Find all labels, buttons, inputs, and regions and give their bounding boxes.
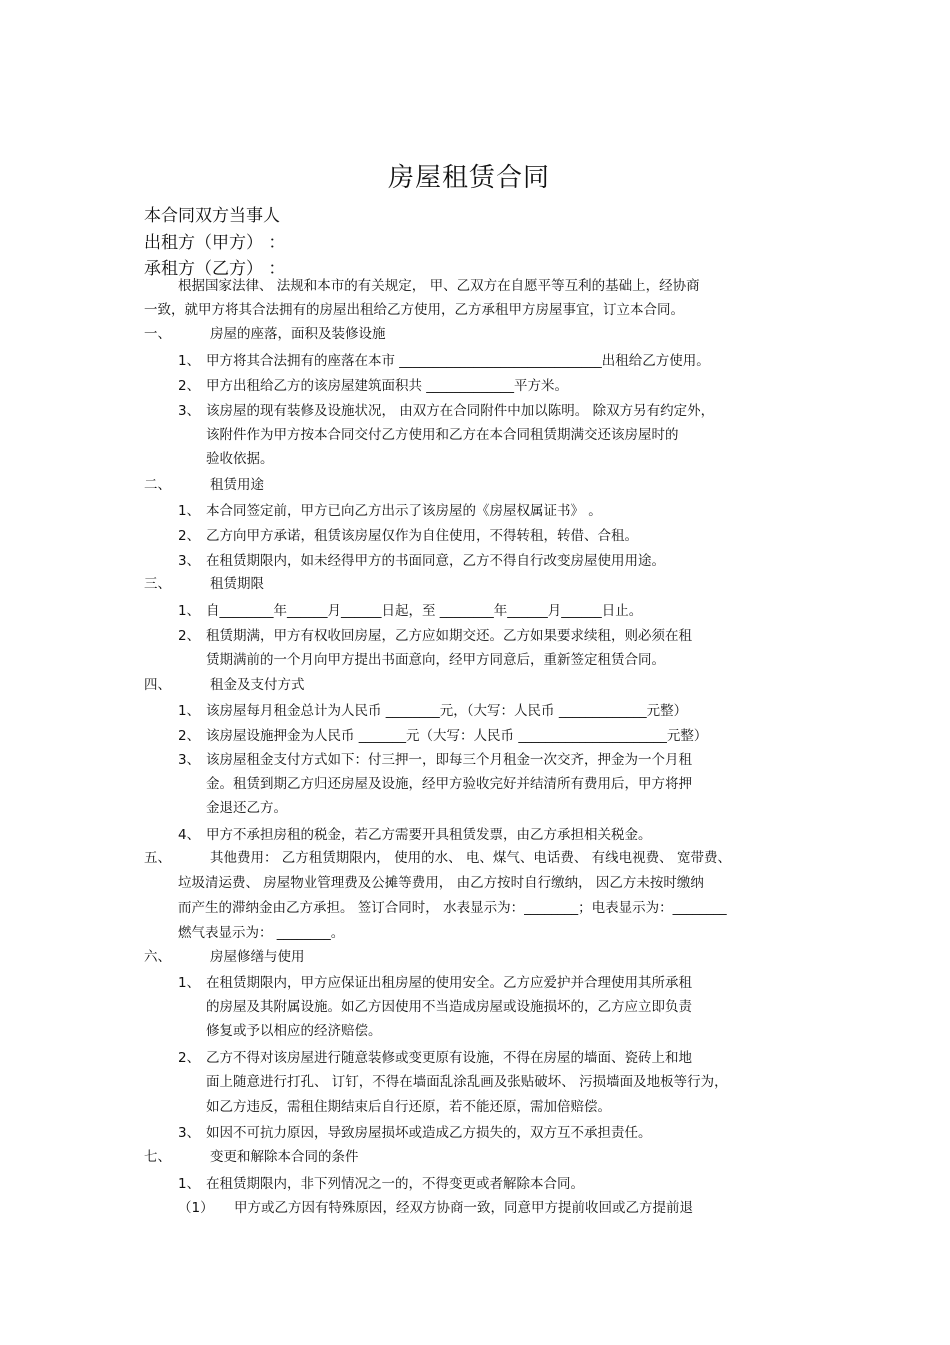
section-6-item-2-number: 2、 <box>178 1050 201 1066</box>
section-2-number: 二、 <box>144 477 171 493</box>
section-2-item-2-text: 乙方向甲方承诺，租赁该房屋仅作为自住使用，不得转租，转借、合租。 <box>206 528 638 544</box>
section-6-item-2-line-1: 乙方不得对该房屋进行随意装修或变更原有设施，不得在房屋的墙面、瓷砖上和地 <box>206 1050 692 1066</box>
section-4-item-3-line-2: 金。租赁到期乙方归还房屋及设施，经甲方验收完好并结清所有费用后，甲方将押 <box>206 776 692 792</box>
section-6-item-1-line-1: 在租赁期限内，甲方应保证出租房屋的使用安全。乙方应爱护并合理使用其所承租 <box>206 975 692 991</box>
section-2-item-3-text: 在租赁期限内，如未经得甲方的书面同意，乙方不得自行改变房屋使用用途。 <box>206 553 665 569</box>
section-4-item-1-text: 该房屋每月租金总计为人民币 ________元，（大写：人民币 _____________元整） <box>206 703 688 719</box>
section-6-item-1-line-2: 的房屋及其附属设施。如乙方因使用不当造成房屋或设施损坏的，乙方应立即负责 <box>206 999 692 1015</box>
section-7-item-1-number: 1、 <box>178 1176 201 1192</box>
section-6-item-1-number: 1、 <box>178 975 201 991</box>
section-5-title: 其他费用： 乙方租赁期限内， 使用的水、 电、煤气、电话费、 有线电视费、 宽带费、 <box>210 850 731 866</box>
section-4-item-4-number: 4、 <box>178 827 201 843</box>
section-5-line-2: 垃圾清运费、 房屋物业管理费及公摊等费用， 由乙方按时自行缴纳， 因乙方未按时缴纳 <box>178 875 704 891</box>
section-4-item-3-line-1: 该房屋租金支付方式如下：付三押一，即每三个月租金一次交齐，押金为一个月租 <box>206 752 692 768</box>
section-6-title: 房屋修缮与使用 <box>210 949 305 965</box>
section-2-item-2-number: 2、 <box>178 528 201 544</box>
section-6-item-2-line-2: 面上随意进行打孔、 订钉，不得在墙面乱涂乱画及张贴破坏、 污损墙面及地板等行为， <box>206 1074 728 1090</box>
section-4-item-4-text: 甲方不承担房租的税金，若乙方需要开具租赁发票，由乙方承担相关税金。 <box>206 827 652 843</box>
section-4-item-3-number: 3、 <box>178 752 201 768</box>
parties-heading: 本合同双方当事人 <box>144 206 280 226</box>
section-6-item-2-line-3: 如乙方违反，需租住期结束后自行还原，若不能还原，需加倍赔偿。 <box>206 1099 611 1115</box>
section-2-title: 租赁用途 <box>210 477 264 493</box>
section-1-item-2-text: 甲方出租给乙方的该房屋建筑面积共 _____________平方米。 <box>206 378 569 394</box>
section-5-line-4: 燃气表显示为： ________。 <box>178 925 345 941</box>
section-1-item-1-text: 甲方将其合法拥有的座落在本市 ______________________________出租给乙方使用。 <box>206 353 710 369</box>
section-3-item-1-text: 自________年______月______日起，至 ________年______月______日止。 <box>206 603 643 619</box>
section-1-title: 房屋的座落，面积及装修设施 <box>210 326 386 342</box>
intro-line-1: 根据国家法律、 法规和本市的有关规定， 甲、乙双方在自愿平等互利的基础上，经协商 <box>178 278 700 294</box>
section-2-item-3-number: 3、 <box>178 553 201 569</box>
section-1-item-3-line-1: 该房屋的现有装修及设施状况， 由双方在合同附件中加以陈明。 除双方另有约定外， <box>206 403 715 419</box>
section-5-line-3: 而产生的滞纳金由乙方承担。 签订合同时， 水表显示为：________；电表显示为：________ <box>178 900 727 916</box>
section-4-item-3-line-3: 金退还乙方。 <box>206 800 287 816</box>
section-3-number: 三、 <box>144 576 171 592</box>
section-6-item-3-text: 如因不可抗力原因，导致房屋损坏或造成乙方损失的，双方互不承担责任。 <box>206 1125 652 1141</box>
section-3-title: 租赁期限 <box>210 576 264 592</box>
section-4-title: 租金及支付方式 <box>210 677 305 693</box>
section-3-item-2-line-1: 租赁期满，甲方有权收回房屋，乙方应如期交还。乙方如果要求续租，则必须在租 <box>206 628 692 644</box>
lessee-line: 承租方（乙方） ： <box>144 259 286 279</box>
section-3-item-2-line-2: 赁期满前的一个月向甲方提出书面意向，经甲方同意后，重新签定租赁合同。 <box>206 652 665 668</box>
section-1-item-3-number: 3、 <box>178 403 201 419</box>
section-2-item-1-number: 1、 <box>178 503 201 519</box>
section-4-item-1-number: 1、 <box>178 703 201 719</box>
document-title: 房屋租赁合同 <box>387 163 550 193</box>
section-4-item-2-text: 该房屋设施押金为人民币 _______元（大写：人民币 ______________________元整） <box>206 728 708 744</box>
section-4-number: 四、 <box>144 677 171 693</box>
section-7-item-1-text: 在租赁期限内，非下列情况之一的，不得变更或者解除本合同。 <box>206 1176 584 1192</box>
section-6-number: 六、 <box>144 949 171 965</box>
section-6-item-3-number: 3、 <box>178 1125 201 1141</box>
section-1-number: 一、 <box>144 326 171 342</box>
section-7-number: 七、 <box>144 1149 171 1165</box>
section-2-item-1-text: 本合同签定前，甲方已向乙方出示了该房屋的《房屋权属证书》 。 <box>206 503 602 519</box>
section-6-item-1-line-3: 修复或予以相应的经济赔偿。 <box>206 1023 382 1039</box>
section-3-item-2-number: 2、 <box>178 628 201 644</box>
lessor-line: 出租方（甲方） ： <box>144 233 286 253</box>
section-1-item-3-line-3: 验收依据。 <box>206 451 274 467</box>
section-7-title: 变更和解除本合同的条件 <box>210 1149 359 1165</box>
section-1-item-3-line-2: 该附件作为甲方按本合同交付乙方使用和乙方在本合同租赁期满交还该房屋时的 <box>206 427 679 443</box>
clause-1-text: 甲方或乙方因有特殊原因，经双方协商一致，同意甲方提前收回或乙方提前退 <box>234 1200 693 1216</box>
section-3-item-1-number: 1、 <box>178 603 201 619</box>
clause-1-number: （1） <box>178 1200 214 1216</box>
section-4-item-2-number: 2、 <box>178 728 201 744</box>
section-5-number: 五、 <box>144 850 171 866</box>
intro-line-2: 一致，就甲方将其合法拥有的房屋出租给乙方使用，乙方承租甲方房屋事宜，订立本合同。 <box>144 302 684 318</box>
section-1-item-1-number: 1、 <box>178 353 201 369</box>
section-1-item-2-number: 2、 <box>178 378 201 394</box>
